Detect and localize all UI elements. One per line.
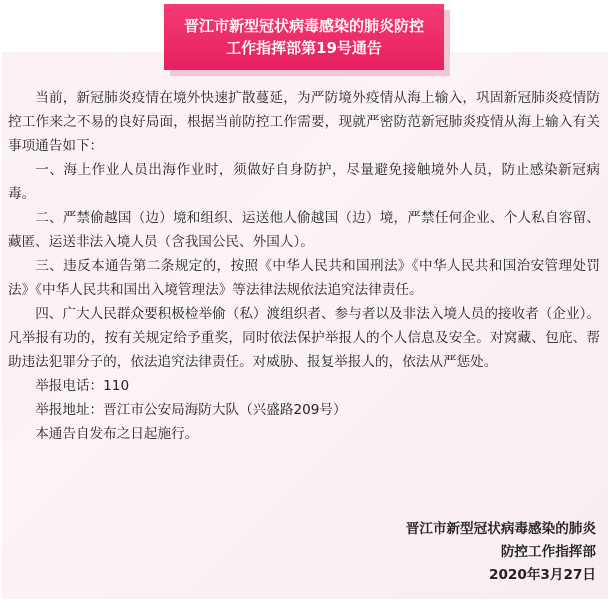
intro-paragraph: 当前，新冠肺炎疫情在境外快速扩散蔓延，为严防境外疫情从海上输入，巩固新冠肺炎疫情防控工作来之不易的良好局面，根据当前防控工作需要，现就严密防范新冠肺炎疫情从海上输入有关事项通告如下： xyxy=(8,90,600,154)
item-1: 一、海上作业人员出海作业时，须做好自身防护，尽量避免接触境外人员，防止感染新冠病毒。 xyxy=(8,162,600,202)
report-phone: 举报电话：110 xyxy=(35,378,130,394)
issue-date: 2020年3月27日 xyxy=(489,567,596,583)
report-address: 举报地址：晋江市公安局海防大队（兴盛路209号） xyxy=(35,402,347,418)
title-banner xyxy=(164,4,444,70)
item-2: 二、严禁偷越国（边）境和组织、运送他人偷越国（边）境，严禁任何企业、个人私自容留、藏匿、运送非法入境人员（含我国公民、外国人）。 xyxy=(8,210,600,250)
title-line-1: 晋江市新型冠状病毒感染的肺炎防控 xyxy=(183,17,424,35)
signature-line-2: 防控工作指挥部 xyxy=(500,544,596,560)
effective-note: 本通告自发布之日起施行。 xyxy=(35,426,199,442)
signature-line-1: 晋江市新型冠状病毒感染的肺炎 xyxy=(405,521,596,537)
item-4: 四、广大人民群众要积极检举偷（私）渡组织者、参与者以及非法入境人员的接收者（企业）。凡举报有功的，按有关规定给予重奖，同时依法保护举报人的个人信息及安全。对窝藏、包庇、帮助违法犯罪分子的，依法追究法律责任。对威胁、报复举报人的，依法从严惩处。 xyxy=(8,306,600,370)
title-line-2: 工作指挥部第19号通告 xyxy=(226,39,382,57)
signature-block xyxy=(406,518,596,587)
notice-body xyxy=(8,86,600,446)
item-3: 三、违反本通告第二条规定的，按照《中华人民共和国刑法》《中华人民共和国治安管理处罚法》《中华人民共和国出入境管理法》等法律法规依法追究法律责任。 xyxy=(8,258,600,298)
